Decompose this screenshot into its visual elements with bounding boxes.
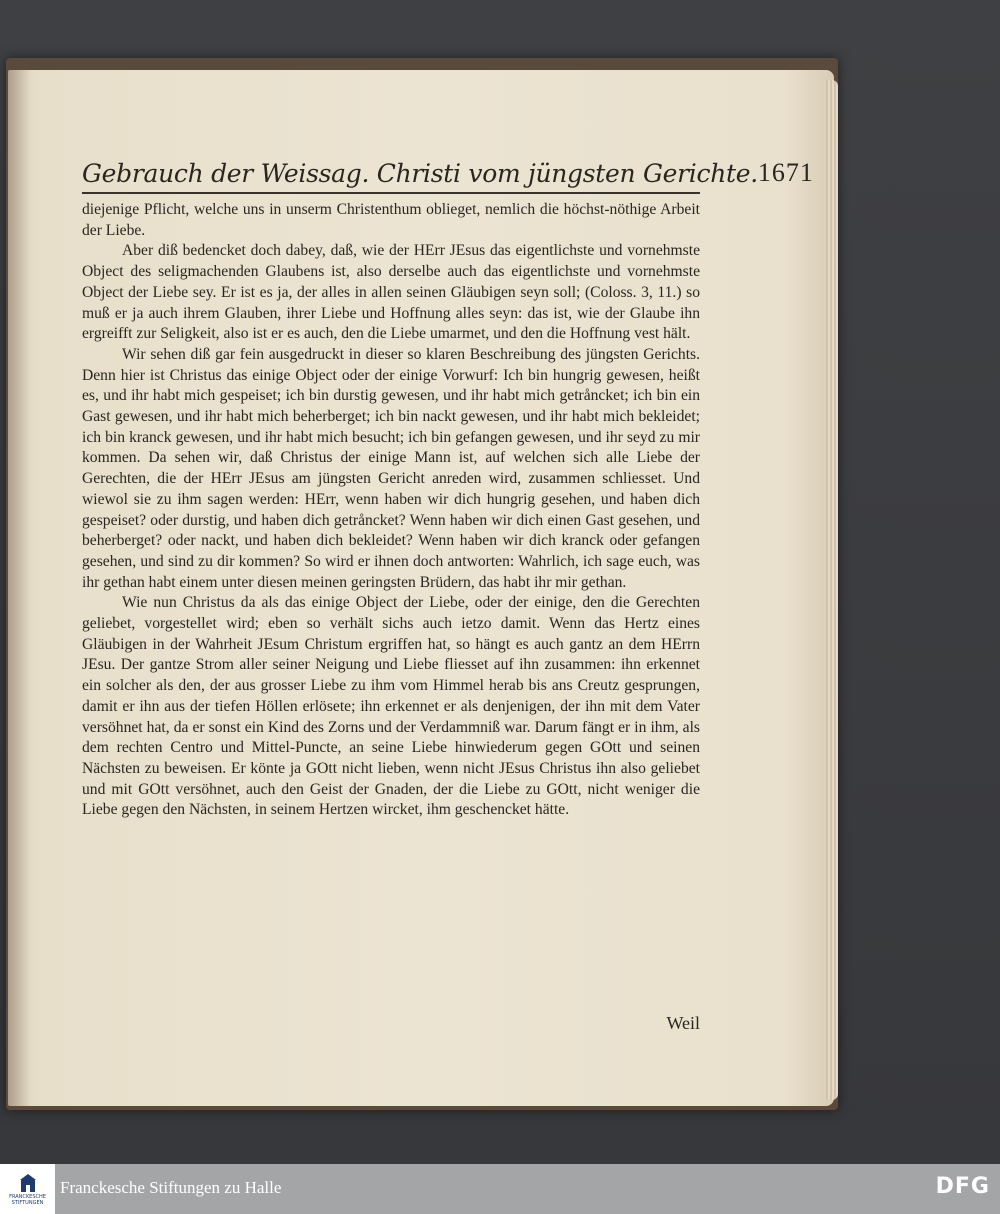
running-head [82,158,814,194]
logo-text: STIFTUNGEN [11,1200,44,1206]
spine-shadow [8,70,30,1106]
logo-text: FRANCKESCHE [9,1194,46,1200]
catchword: Weil [666,1013,700,1033]
page-number: 1671 [757,158,814,187]
footer-bar [0,1164,1000,1214]
running-title: Gebrauch der Weissag. Christi vom jüngsten Gerichte. [82,159,758,188]
institution-logo[interactable] [0,1164,55,1214]
paragraph: Wir sehen diß gar fein ausgedruckt in dieser so klaren Beschreibung des jüngsten Gerichts. Denn hier ist Christus das einige Object oder der einige Vorwurf: Ich bin hungrig gewesen, heißt es, und ihr habt mich gespeiset; ich bin durstig gewesen, und ihr habt mich getråncket; ich bin ein Gast gewesen, und ihr habt mich beherberget; ich bin nackt gewesen, und ihr habt mich bekleidet; ich bin kranck gewesen, und ihr habt mich besucht; ich bin gefangen gewesen, und ihr seyd zu mir kommen. Da sehen wir, daß Christus der einige Mann ist, auf welchen sich alle Liebe der Gerechten, die der HErr JEsus am jüngsten Gericht anreden wird, zusammen schliesset. Und wiewol sie zu ihm sagen werden: HErr, wenn haben wir dich hungrig gesehen, und haben dich gespeiset? oder durstig, und haben dich getråncket? Wenn haben wir dich einen Gast gesehen, und beherberget? oder nackt, und haben dich bekleidet? Wenn haben wir dich kranck oder gefangen gesehen, und sind zu dir kommen? So wird er ihnen doch antworten: Wahrlich, ich sage euch, was ihr gethan habt einem unter diesen meinen geringsten Brüdern, das habt ihr mir gethan. [82,345,700,591]
paragraph: Wie nun Christus da als das einige Object der Liebe, oder der einige, den die Gerechten geliebet, vorgestellet wird; eben so verhält sichs auch ietzo damit. Wenn das Hertz eines Gläubigen in der Wahrheit JEsum Christum ergriffen hat, so hängt es auch gantz an dem HErrn JEsu. Der gantze Strom aller seiner Neigung und Liebe fliesset auf ihn zusammen: ihn erkennet ein solcher als den, der aus grosser Liebe zu ihm vom Himmel herab bis ans Creutz gesprungen, damit er ihn aus der tiefen Höllen erlösete; ihn erkennet er als denjenigen, der ihn mit dem Vater versöhnet hat, da er sonst ein Kind des Zorns und der Verdammniß war. Darum fängt er in ihm, als dem rechten Centro und Mittel-Puncte, an seine Liebe hinwiederum gegen GOtt und seinen Nächsten zu beweisen. Er könte ja GOtt nicht lieben, wenn nicht JEsus Christus ihn also geliebet und mit GOtt versöhnet, auch den Geist der Gnaden, der die Liebe zu GOtt, nicht weniger die Liebe gegen den Nächsten, in seinem Hertzen wircket, ihm geschencket hätte. [82,594,700,819]
orphanage-building-icon [18,1172,38,1194]
page-edges [826,80,838,1100]
dfg-logo[interactable]: DFG [935,1174,990,1199]
text-block [82,158,814,1033]
paragraph: Aber diß bedencket doch dabey, daß, wie der HErr JEsus das eigentlichste und vornehmste Object des seligmachenden Glaubens ist, also derselbe auch das eigentlichste und vornehmste Object der Liebe sey. Er ist es ja, der alles in allen seinen Gläubigen seyn soll; (Coloss. 3, 11.) so muß er ja auch ihrem Glauben, ihrer Liebe und Hoffnung alles seyn: das ist, wie der Glaube ihn ergreifft zur Seligkeit, also ist er es auch, den die Liebe umarmet, und den die Hoffnung vest hält. [82,242,700,343]
paragraph: diejenige Pflicht, welche uns in unserm Christenthum oblieget, nemlich die höchst-nöthige Arbeit der Liebe. [82,201,700,239]
institution-name[interactable]: Franckesche Stiftungen zu Halle [60,1178,282,1197]
